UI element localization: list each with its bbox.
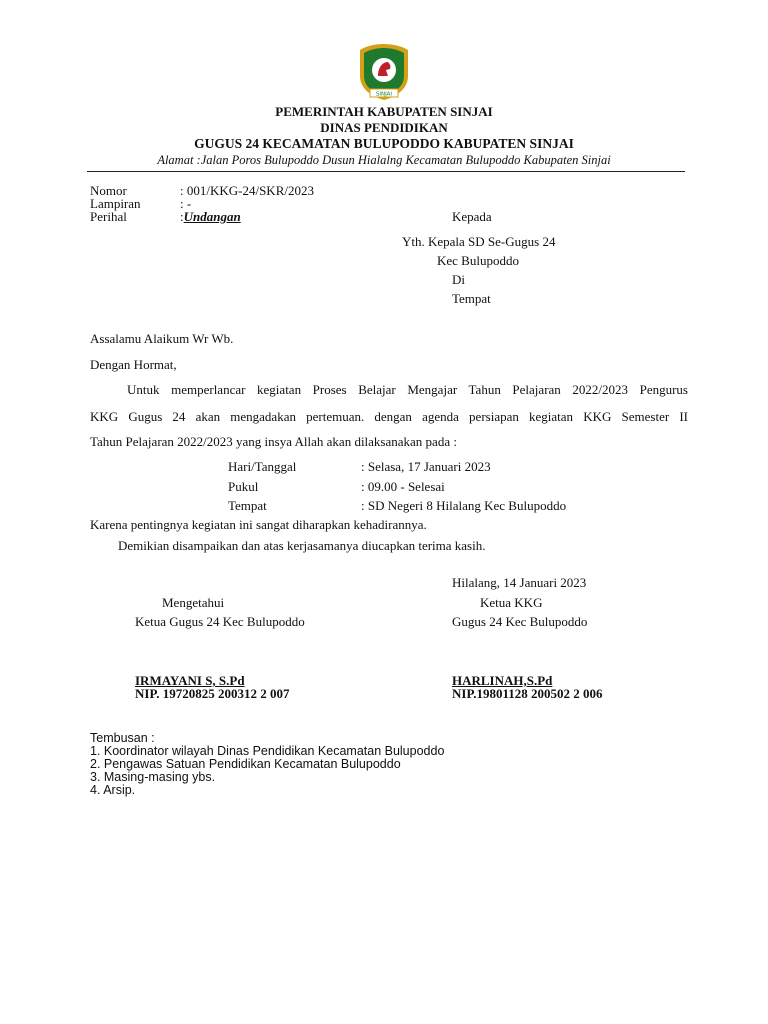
perihal-value: :Undangan bbox=[180, 209, 241, 224]
right-sign-position: Gugus 24 Kec Bulupoddo bbox=[452, 614, 588, 629]
header-line-cluster: GUGUS 24 KECAMATAN BULUPODDO KABUPATEN SINJAI bbox=[194, 136, 574, 151]
header-address: Alamat :Jalan Poros Bulupoddo Dusun Hialalng Kecamatan Bulupoddo Kabupaten Sinjai bbox=[157, 153, 611, 167]
nomor-value: : 001/KKG-24/SKR/2023 bbox=[180, 183, 314, 198]
schedule-label-date: Hari/Tanggal bbox=[228, 459, 297, 474]
header-line-department: DINAS PENDIDIKAN bbox=[320, 120, 448, 135]
svg-text:SINJAI: SINJAI bbox=[375, 91, 393, 98]
left-sign-title: Mengetahui bbox=[162, 595, 225, 610]
left-signatory-name: IRMAYANI S, S.Pd bbox=[135, 673, 245, 688]
lampiran-label: Lampiran bbox=[90, 196, 141, 211]
sinjai-regency-logo bbox=[358, 42, 410, 102]
place-date: Hilalang, 14 Januari 2023 bbox=[452, 575, 587, 590]
schedule-value-place: : SD Negeri 8 Hilalang Kec Bulupoddo bbox=[361, 498, 567, 513]
right-signatory-name: HARLINAH,S.Pd bbox=[452, 673, 553, 688]
perihal-label: Perihal bbox=[90, 209, 127, 224]
recipient-place: Tempat bbox=[452, 291, 491, 306]
closing-line-2: Demikian disampaikan dan atas kerjasamanya diucapkan terima kasih. bbox=[118, 538, 486, 553]
tembusan-title: Tembusan : bbox=[90, 731, 155, 745]
recipient-di: Di bbox=[452, 272, 465, 287]
left-sign-position: Ketua Gugus 24 Kec Bulupoddo bbox=[135, 614, 305, 629]
tembusan-item: 4. Arsip. bbox=[90, 783, 136, 797]
nomor-label: Nomor bbox=[90, 183, 127, 198]
tembusan-item: 3. Masing-masing ybs. bbox=[90, 770, 216, 784]
right-sign-title: Ketua KKG bbox=[480, 595, 543, 610]
greeting: Assalamu Alaikum Wr Wb. bbox=[90, 331, 234, 346]
schedule-label-place: Tempat bbox=[228, 498, 267, 513]
schedule-label-time: Pukul bbox=[228, 479, 259, 494]
paragraph-line-1: Untuk memperlancar kegiatan Proses Belajar Mengajar Tahun Pelajaran 2022/2023 Pengurus bbox=[127, 382, 688, 397]
right-signatory-nip: NIP.19801128 200502 2 006 bbox=[452, 686, 603, 701]
lampiran-value: : - bbox=[180, 196, 192, 211]
header-divider bbox=[87, 171, 685, 172]
tembusan-item: 2. Pengawas Satuan Pendidikan Kecamatan Bulupoddo bbox=[90, 757, 401, 771]
paragraph-line-2: KKG Gugus 24 akan mengadakan pertemuan. dengan agenda persiapan kegiatan KKG Semester II bbox=[90, 409, 688, 424]
closing-line-1: Karena pentingnya kegiatan ini sangat diharapkan kehadirannya. bbox=[90, 517, 427, 532]
paragraph-line-3: Tahun Pelajaran 2022/2023 yang insya Allah akan dilaksanakan pada : bbox=[90, 434, 457, 449]
schedule-value-date: : Selasa, 17 Januari 2023 bbox=[361, 459, 491, 474]
recipient-name: Yth. Kepala SD Se-Gugus 24 bbox=[402, 234, 556, 249]
kepada-label: Kepada bbox=[452, 209, 492, 224]
recipient-district: Kec Bulupoddo bbox=[437, 253, 519, 268]
header-line-government: PEMERINTAH KABUPATEN SINJAI bbox=[275, 104, 493, 119]
salutation: Dengan Hormat, bbox=[90, 357, 177, 372]
schedule-value-time: : 09.00 - Selesai bbox=[361, 479, 445, 494]
left-signatory-nip: NIP. 19720825 200312 2 007 bbox=[135, 686, 290, 701]
tembusan-item: 1. Koordinator wilayah Dinas Pendidikan Kecamatan Bulupoddo bbox=[90, 744, 445, 758]
